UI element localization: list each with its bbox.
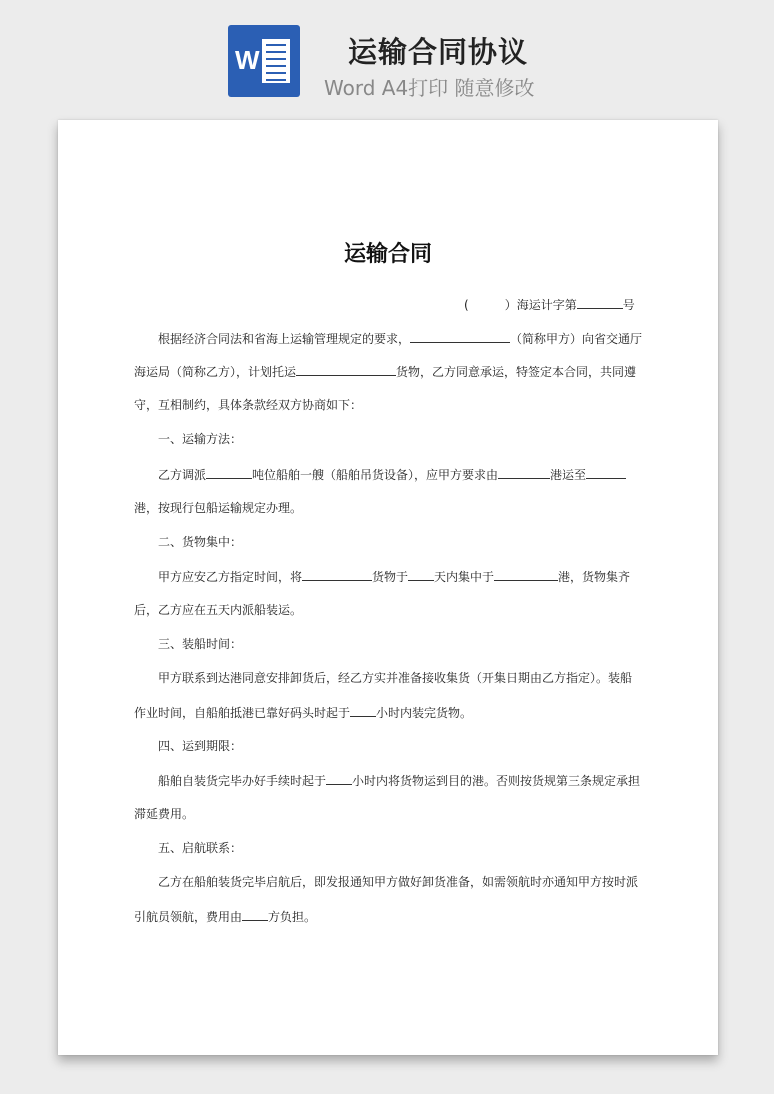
blank-field[interactable]: [326, 772, 352, 785]
section-title: 五、启航联系：: [158, 841, 243, 855]
section-title: 四、运到期限：: [158, 739, 243, 753]
text: 小时内装完货物。: [376, 706, 473, 720]
blank-field[interactable]: [296, 363, 396, 376]
text: 作业时间，自船舶抵港已靠好码头时起于: [134, 706, 351, 720]
text: 小时内将货物运到目的港。否则按货规第三条规定承担: [352, 774, 641, 788]
ref-mid: ）海运计字第: [504, 298, 577, 312]
blank-field[interactable]: [494, 568, 558, 581]
blank-field[interactable]: [410, 330, 510, 343]
text: 海运局（简称乙方），计划托运: [134, 365, 297, 379]
paragraph-line: [134, 704, 472, 721]
paragraph-line: [158, 772, 640, 789]
blank-field[interactable]: [577, 296, 623, 309]
paragraph-line: 乙方在船舶装货完毕启航后，即发报通知甲方做好卸货准备，如需领航时亦通知甲方按时派: [158, 875, 639, 889]
text: 港运至: [550, 468, 587, 482]
blank-field[interactable]: [302, 568, 372, 581]
text: 港，货物集齐: [558, 570, 631, 584]
section-title: 一、运输方法：: [158, 432, 243, 446]
paragraph-line: 甲方联系到达港同意安排卸货后，经乙方实并准备接收集货（开集日期由乙方指定）。装船: [158, 671, 633, 685]
paragraph-line: 守，互相制约，具体条款经双方协商如下：: [134, 398, 363, 412]
text: 货物于: [372, 570, 409, 584]
header-subtitle: Word A4打印 随意修改: [324, 76, 535, 100]
section-title: 三、装船时间：: [158, 637, 243, 651]
blank-field[interactable]: [498, 466, 550, 479]
text: 引航员领航，费用由: [134, 910, 243, 924]
document-page: [58, 120, 718, 1055]
ref-end: 号: [622, 298, 635, 312]
paragraph-line: [158, 330, 642, 347]
reference-line: [464, 296, 635, 313]
paragraph-line: 滞延费用。: [134, 807, 195, 821]
blank-field[interactable]: [586, 466, 626, 479]
paragraph-line: 后，乙方应在五天内派船装运。: [134, 603, 303, 617]
paragraph-line: [134, 908, 316, 925]
text: 货物，乙方同意承运，特签定本合同，共同遵: [396, 365, 637, 379]
paragraph-line: [134, 363, 636, 380]
text: 甲方应安乙方指定时间，将: [158, 570, 303, 584]
header: [0, 0, 774, 120]
blank-field[interactable]: [350, 704, 376, 717]
text: 船舶自装货完毕办好手续时起于: [158, 774, 327, 788]
paragraph-line: [158, 568, 630, 585]
blank-field[interactable]: [206, 466, 252, 479]
word-logo-letter: W: [235, 45, 260, 75]
blank-field[interactable]: [408, 568, 434, 581]
document-sheet-icon: [262, 39, 290, 83]
text: 方负担。: [268, 910, 317, 924]
paragraph-line: 港，按现行包船运输规定办理。: [134, 501, 303, 515]
text: （简称甲方）向省交通厅: [510, 332, 643, 346]
document-title: 运输合同: [343, 242, 432, 267]
text: 吨位船舶一艘（船舶吊货设备），应甲方要求由: [252, 468, 499, 482]
text: 天内集中于: [434, 570, 495, 584]
text: 根据经济合同法和省海上运输管理规定的要求，: [158, 332, 411, 346]
paragraph-line: [158, 466, 626, 483]
section-title: 二、货物集中：: [158, 535, 243, 549]
header-title: 运输合同协议: [348, 35, 529, 69]
ref-open: (: [464, 298, 469, 312]
word-icon: [228, 25, 300, 97]
text: 乙方调派: [158, 468, 207, 482]
blank-field[interactable]: [242, 908, 268, 921]
